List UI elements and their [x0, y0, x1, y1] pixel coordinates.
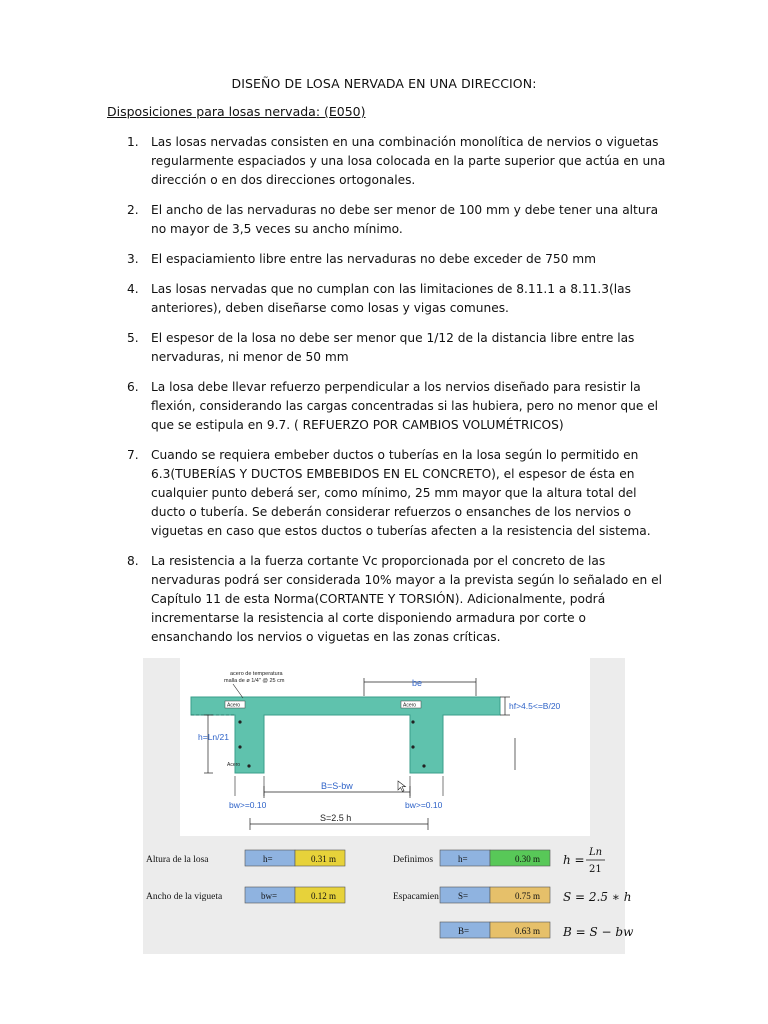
definimos-sym: h=	[458, 854, 468, 864]
item-text: Las losas nervadas consisten en una combinación monolítica de nervios o viguetas regularmente espaciados y una losa colocada en la parte superior que actúa en una dirección o en dos direcciones ortogonales.	[151, 135, 666, 187]
espac-val: 0.75 m	[515, 891, 541, 901]
item-text: Las losas nervadas que no cumplan con las limitaciones de 8.11.1 a 8.11.3(las anteriores), deben diseñarse como losas y vigas comunes.	[151, 282, 631, 315]
acero-label-right: Acero	[403, 702, 417, 709]
ancho-sym: bw=	[261, 891, 278, 901]
formula-s: S = 2.5 ∗ h	[563, 890, 632, 904]
altura-sym: h=	[263, 854, 273, 864]
formula-h-den: 21	[589, 864, 602, 875]
formula-h-num: Ln	[589, 847, 603, 858]
temp-steel-label-1: acero de temperatura	[230, 671, 283, 677]
item-text: El ancho de las nervaduras no debe ser menor de 100 mm y debe tener una altura no mayor de 3,5 veces su ancho mínimo.	[151, 203, 659, 236]
list-item	[107, 201, 667, 239]
item-text: La resistencia a la fuerza cortante Vc proporcionada por el concreto de las nervaduras podrá ser considerada 10% mayor a la prevista según lo señalado en el Capítulo 11 de esta Norma(CORTANTE Y TORSIÓN). Adicionalmente, podrá incrementarse la resistencia al corte disponiendo armadura por corte o ensanchando los nervios o viguetas en las zonas críticas.	[151, 554, 663, 644]
item-number: 8.	[127, 554, 139, 568]
list-item	[107, 552, 667, 647]
item-number: 2.	[127, 203, 139, 217]
item-number: 3.	[127, 252, 139, 266]
b-sym: B=	[458, 926, 470, 936]
formula-b: B = S − bw	[563, 925, 634, 939]
acero-label-left: Acero	[227, 702, 241, 709]
temp-steel-label-2: malla de ø 1/4" @ 25 cm	[224, 678, 285, 684]
document-title: DISEÑO DE LOSA NERVADA EN UNA DIRECCION:	[231, 76, 537, 91]
provisions-list	[107, 133, 667, 658]
h-label: h=Ln/21	[198, 732, 229, 742]
ribbed-slab-diagram	[143, 658, 634, 954]
altura-val: 0.31 m	[311, 854, 337, 864]
item-text: El espesor de la losa no debe ser menor que 1/12 de la distancia libre entre las nervaduras, ni menor de 50 mm	[151, 331, 635, 364]
item-number: 5.	[127, 331, 139, 345]
formula-h-lhs: h =	[563, 853, 585, 867]
espac-label: Espacamien	[393, 892, 439, 902]
list-item	[107, 133, 667, 190]
item-text: La losa debe llevar refuerzo perpendicular a los nervios diseñado para resistir la flexión, considerando las cargas concentradas si las hubiera, pero no menor que el que se estipula en 9.7. ( REFUERZO POR CAMBIOS VOLUMÉTRICOS)	[151, 380, 659, 432]
item-text: Cuando se requiera embeber ductos o tuberías en la losa según lo permitido en 6.3(TUBERÍAS Y DUCTOS EMBEBIDOS EN EL CONCRETO), el espesor de ésta en cualquier punto deberá ser, como mínimo, 25 mm mayor que la altura total del ducto o tubería. Se deberán considerar refuerzos o ensanches de los nervios o viguetas en caso que estos ductos o tuberías afecten a la resistencia del sistema.	[151, 448, 651, 538]
s-label: S=2.5 h	[320, 813, 352, 823]
be-label: be	[412, 678, 423, 688]
b-val: 0.63 m	[515, 926, 541, 936]
bw-left-label: bw>=0.10	[229, 800, 267, 810]
ribbed-slab-figure	[143, 658, 634, 954]
list-item	[107, 280, 667, 318]
definimos-val: 0.30 m	[515, 854, 541, 864]
item-number: 4.	[127, 282, 139, 296]
b-label: B=S-bw	[321, 781, 353, 791]
definimos-label: Definimos	[393, 855, 434, 865]
espac-sym: S=	[458, 891, 469, 901]
acero-bottom-label: Acero	[227, 762, 241, 768]
list-item	[107, 378, 667, 435]
item-number: 7.	[127, 448, 139, 462]
list-item	[107, 329, 667, 367]
ancho-val: 0.12 m	[311, 891, 337, 901]
ancho-label: Ancho de la vigueta	[146, 892, 223, 902]
item-text: El espaciamiento libre entre las nervaduras no debe exceder de 750 mm	[151, 252, 597, 266]
item-number: 1.	[127, 135, 139, 149]
list-item	[107, 446, 667, 541]
bw-right-label: bw>=0.10	[405, 800, 443, 810]
hf-label: hf>4.5<=B/20	[509, 701, 561, 711]
list-item	[107, 250, 667, 269]
item-number: 6.	[127, 380, 139, 394]
altura-label: Altura de la losa	[146, 855, 209, 865]
document-subtitle: Disposiciones para losas nervada: (E050)	[107, 104, 366, 119]
